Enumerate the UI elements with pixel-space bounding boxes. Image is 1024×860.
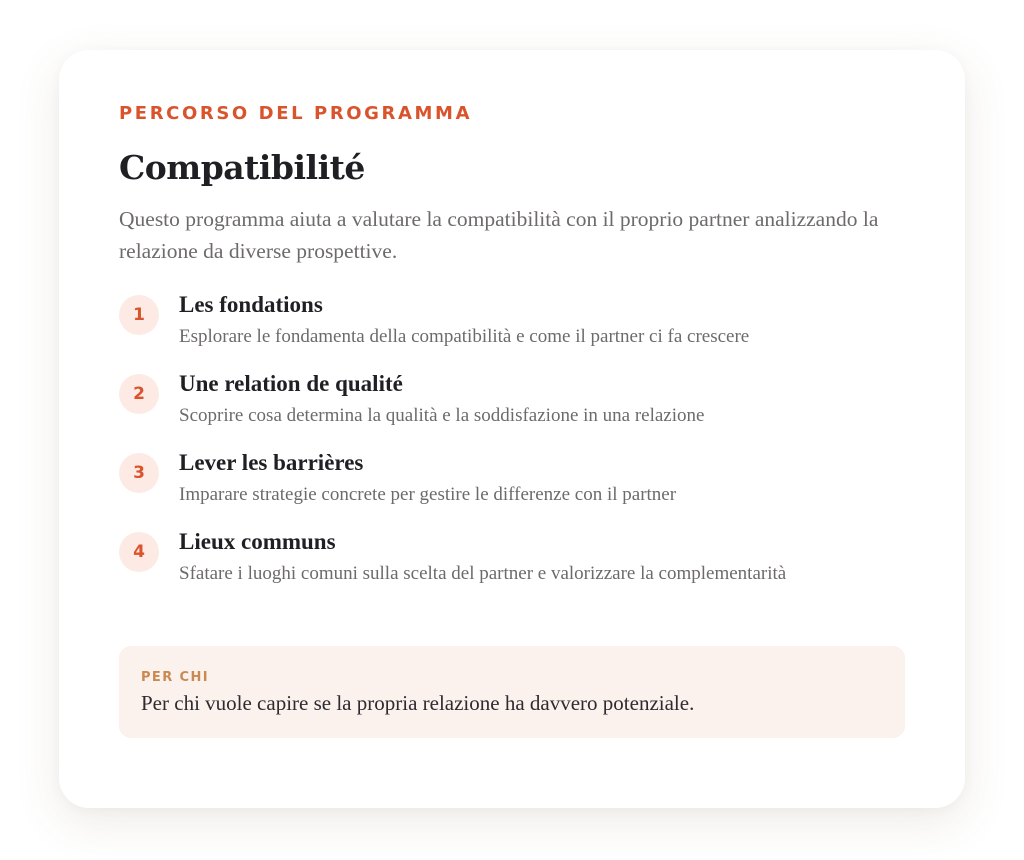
audience-label: PER CHI (141, 670, 210, 685)
audience-box (119, 646, 905, 738)
step-description: Imparare strategie concrete per gestire le differenze con il partner (179, 484, 677, 505)
step-number-badge: 1 (119, 295, 159, 335)
program-card (59, 50, 965, 808)
step-title: Lever les barrières (179, 450, 364, 475)
audience-text: Per chi vuole capire se la propria relazione ha davvero potenziale. (141, 691, 695, 715)
step-description: Scoprire cosa determina la qualità e la soddisfazione in una relazione (179, 405, 705, 426)
step-number-badge: 3 (119, 453, 159, 493)
step-title: Lieux communs (179, 529, 336, 554)
step-title: Une relation de qualité (179, 371, 403, 396)
section-eyebrow: PERCORSO DEL PROGRAMMA (119, 103, 473, 124)
step-number-badge: 2 (119, 374, 159, 414)
step-number-badge: 4 (119, 532, 159, 572)
step-title: Les fondations (179, 292, 323, 317)
program-title: Compatibilité (119, 148, 365, 187)
step-description: Esplorare le fondamenta della compatibilità e come il partner ci fa crescere (179, 326, 750, 347)
program-description: Questo programma aiuta a valutare la compatibilità con il proprio partner analizzando la relazione da diverse prospettive. (119, 207, 879, 263)
step-description: Sfatare i luoghi comuni sulla scelta del partner e valorizzare la complementarità (179, 563, 787, 584)
